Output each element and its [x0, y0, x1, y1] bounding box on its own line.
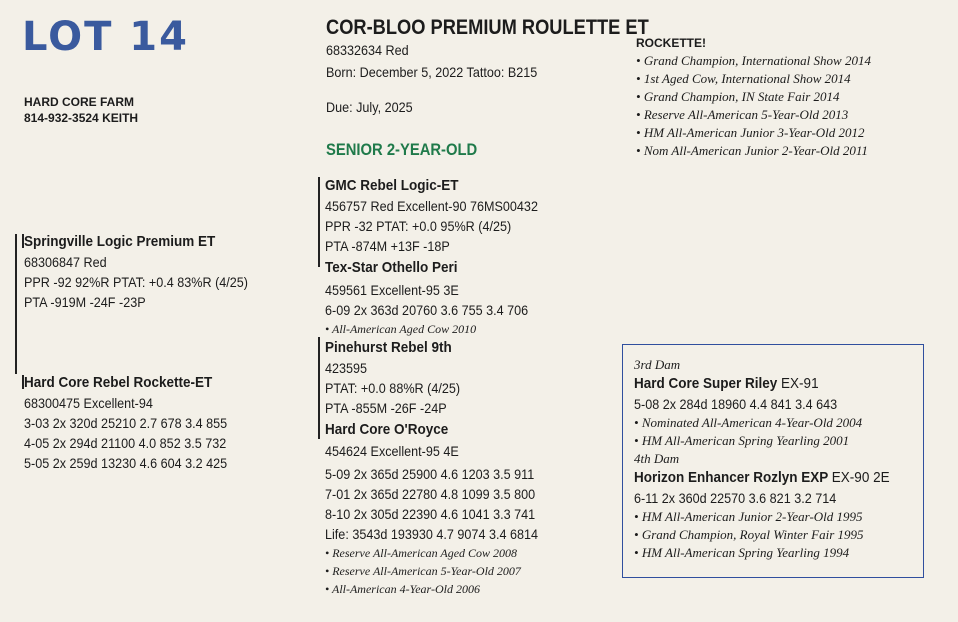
award-item: Grand Champion, IN State Fair 2014: [643, 89, 840, 104]
third-dam-block: 3rd Dam Hard Core Super Riley EX-91 5-08 2x 284d 18960 4.4 841 3.4 643 • Nominated All-American 4-Year-Old 2004 • HM All-American Spring Yearling 2001 4th Dam Horizon Enhancer Rozlyn EXP EX-90 2E 6-11 2x 360d 22570 3.6 821 3.2 714 • HM All-American Junior 2-Year-Old 1995 • Grand Champion, Royal Winter Fair 1995 • HM All-American Spring Yearling 1994: [634, 356, 918, 562]
sires-sire-line: 456757 Red Excellent-90 76MS00432: [325, 198, 538, 214]
animal-id: 68332634 Red: [326, 42, 409, 58]
dams-sire-name: Pinehurst Rebel 9th: [325, 339, 452, 356]
third-dam-record: 5-08 2x 284d 18960 4.4 841 3.4 643: [634, 396, 838, 412]
dams-dam-line: 454624 Excellent-95 4E: [325, 443, 459, 459]
dams-sire-block: [325, 338, 475, 418]
dam-line: 68300475 Excellent-94: [24, 395, 153, 411]
award-item: Nominated All-American 4-Year-Old 2004: [641, 415, 863, 430]
animal-due: Due: July, 2025: [326, 99, 413, 115]
dams-dam-line: 5-09 2x 365d 25900 4.6 1203 3.5 911: [325, 466, 535, 482]
farm-phone: 814-932-3524 KEITH: [24, 111, 139, 125]
dam-block: [24, 373, 250, 473]
dam-line: 5-05 2x 259d 13230 4.6 604 3.2 425: [24, 455, 228, 471]
award-item: All-American Aged Cow 2010: [331, 322, 477, 336]
dam-branch: [318, 337, 320, 439]
fourth-dam-record: 6-11 2x 360d 22570 3.6 821 3.2 714: [634, 490, 837, 506]
award-item: Reserve All-American 5-Year-Old 2007: [332, 564, 521, 578]
sire-line: PTA -919M -24F -23P: [24, 294, 146, 310]
sires-dam-line: 459561 Excellent-95 3E: [325, 282, 459, 298]
sires-dam-block: Tex-Star Othello Peri 459561 Excellent-95 3E 6-09 2x 363d 20760 3.6 755 3.4 706 • All-American Aged Cow 2010: [325, 259, 529, 336]
sires-sire-block: [325, 176, 562, 256]
award-item: Reserve All-American Aged Cow 2008: [332, 546, 518, 560]
dams-sire-line: 423595: [325, 360, 368, 376]
animal-name: COR-BLOO PREMIUM ROULETTE ET: [326, 16, 649, 39]
rockette-awards: ROCKETTE! • Grand Champion, International Show 2014 • 1st Aged Cow, International Show 2014 • Grand Champion, IN State Fair 2014 • Reserve All-American 5-Year-Old 2013 • HM All-American Junior 3-Year-Old 2012 • Nom All-American Junior 2-Year-Old 2011: [636, 36, 871, 158]
award-item: HM All-American Junior 2-Year-Old 1995: [641, 509, 863, 524]
dam-line: 4-05 2x 294d 21100 4.0 852 3.5 732: [24, 435, 227, 451]
dams-sire-line: PTA -855M -26F -24P: [325, 400, 447, 416]
third-dam-name: Hard Core Super Riley: [634, 375, 778, 392]
sire-line: PPR -92 92%R PTAT: +0.4 83%R (4/25): [24, 274, 248, 290]
dam-line: 3-03 2x 320d 25210 2.7 678 3.4 855: [24, 415, 228, 431]
sires-sire-name: GMC Rebel Logic-ET: [325, 177, 459, 194]
award-item: HM All-American Spring Yearling 2001: [641, 433, 850, 448]
dam-name: Hard Core Rebel Rockette-ET: [24, 374, 213, 391]
fourth-dam-name: Horizon Enhancer Rozlyn EXP: [634, 469, 829, 486]
animal-class: SENIOR 2-YEAR-OLD: [326, 140, 478, 159]
award-item: Grand Champion, International Show 2014: [643, 53, 871, 68]
sires-dam-name: Tex-Star Othello Peri: [325, 259, 458, 276]
rockette-header: ROCKETTE!: [636, 36, 706, 50]
sires-sire-line: PPR -32 PTAT: +0.0 95%R (4/25): [325, 218, 512, 234]
award-item: Reserve All-American 5-Year-Old 2013: [643, 107, 849, 122]
farm-info: [24, 94, 138, 126]
fourth-dam-score: EX-90 2E: [831, 469, 890, 486]
dams-dam-name: Hard Core O'Royce: [325, 421, 449, 438]
third-dam-label: 3rd Dam: [634, 357, 681, 372]
sire-name: Springville Logic Premium ET: [24, 233, 216, 250]
award-item: HM All-American Spring Yearling 1994: [641, 545, 850, 560]
dams-dam-line: 8-10 2x 305d 22390 4.6 1041 3.3 741: [325, 506, 536, 522]
fourth-dam-label: 4th Dam: [634, 451, 680, 466]
dams-dam-line: Life: 3543d 193930 4.7 9074 3.4 6814: [325, 526, 539, 542]
sire-line: 68306847 Red: [24, 254, 107, 270]
award-item: 1st Aged Cow, International Show 2014: [643, 71, 851, 86]
award-item: Nom All-American Junior 2-Year-Old 2011: [643, 143, 868, 158]
animal-born: Born: December 5, 2022 Tattoo: B215: [326, 64, 538, 80]
award-item: All-American 4-Year-Old 2006: [331, 582, 480, 596]
sires-sire-line: PTA -874M +13F -18P: [325, 238, 450, 254]
sire-dam-connector: [15, 234, 17, 374]
sire-block: [24, 232, 273, 312]
third-dam-score: EX-91: [781, 375, 819, 392]
farm-name: HARD CORE FARM: [24, 95, 134, 109]
award-item: Grand Champion, Royal Winter Fair 1995: [641, 527, 864, 542]
dams-dam-block: Hard Core O'Royce 454624 Excellent-95 4E 5-09 2x 365d 25900 4.6 1203 3.5 911 7-01 2x 365d 22780 4.8 1099 3.5 800 8-10 2x 305d 22390 4.6 1041 3.3 741 Life: 3543d 193930 4.7 9074 3.4 6814 • Reserve All-American Aged Cow 2008 • Reserve All-American 5-Year-Old 2007 • All-American 4-Year-Old 2006: [325, 421, 539, 596]
award-item: HM All-American Junior 3-Year-Old 2012: [643, 125, 865, 140]
dams-sire-line: PTAT: +0.0 88%R (4/25): [325, 380, 461, 396]
sires-dam-line: 6-09 2x 363d 20760 3.6 755 3.4 706: [325, 302, 529, 318]
lot-number: LOT 14: [22, 14, 189, 60]
dams-dam-line: 7-01 2x 365d 22780 4.8 1099 3.5 800: [325, 486, 536, 502]
sire-branch: [318, 177, 320, 267]
